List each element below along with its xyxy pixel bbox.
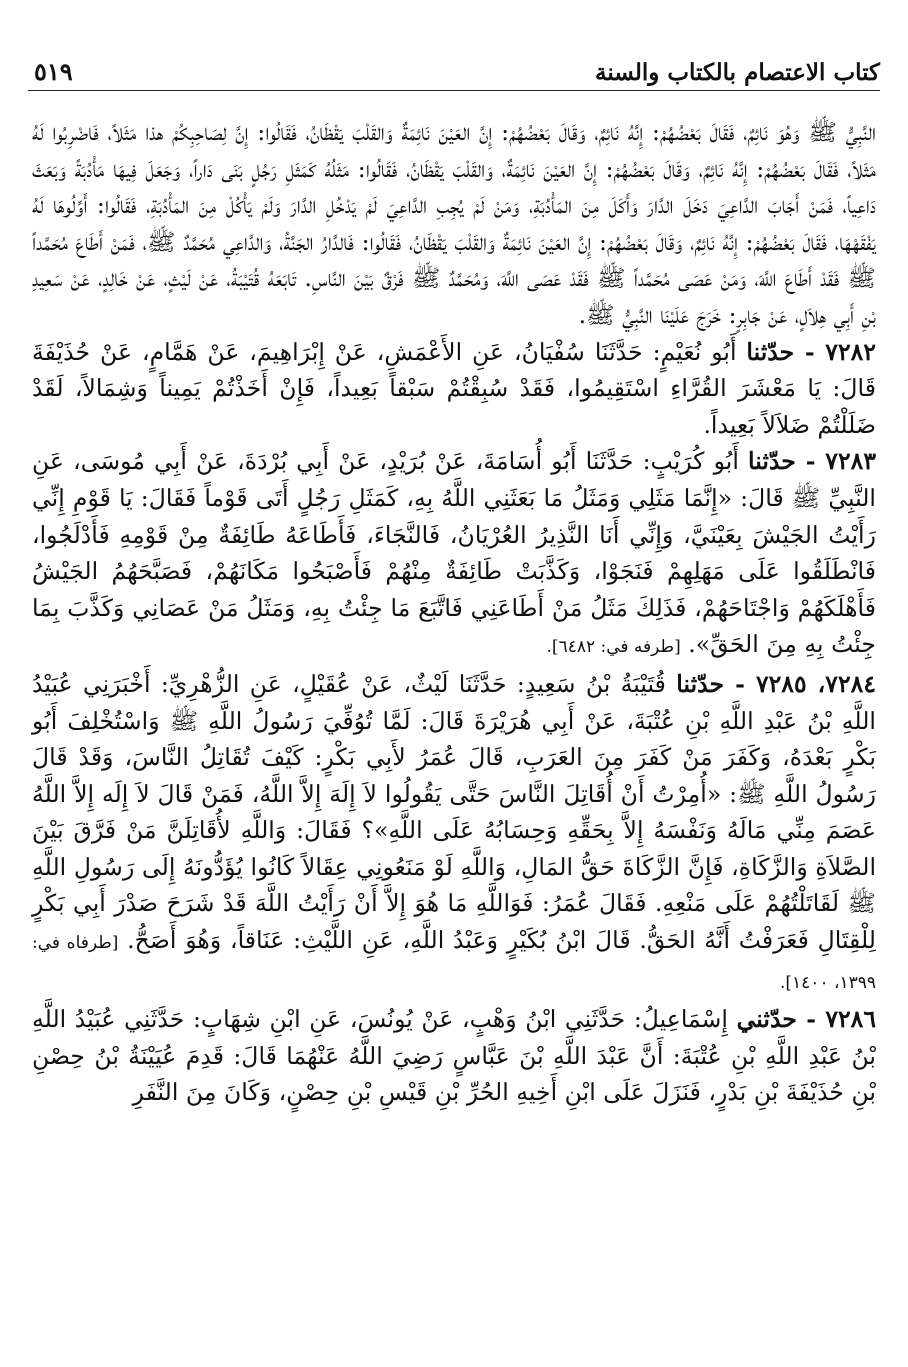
hadith-number: ٧٢٨٦ - حدّثني (736, 1005, 877, 1034)
cross-reference-note: [طرفاه في: ١٣٩٩، ١٤٠٠]. (32, 933, 876, 993)
hadith-number: ٧٢٨٢ - حدّثنا (746, 337, 876, 366)
hadith-paragraph (32, 114, 876, 334)
book-title: كتاب الاعتصام بالكتاب والسنة (595, 59, 880, 86)
hadith-text (32, 114, 876, 1347)
hadith-number: ٧٢٨٤، ٧٢٨٥ - حدّثنا (676, 669, 876, 698)
paragraph-text: قُتَيْبَةُ بْنُ سَعِيدٍ: حَدَّثَنَا لَيْثٌ، عَنْ عُقَيْلٍ، عَنِ الزُّهْرِيِّ: أَخْبَرَنِي عُبَيْدُ اللَّهِ بْنُ عَبْدِ اللَّهِ بْنِ عُتْبَةَ، عَنْ أَبِي هُرَيْرَةَ قَالَ: لَمَّا تُوُفِّيَ رَسُولُ اللَّهِ ﷺ وَاسْتُخْلِفَ أَبُو بَكْرٍ بَعْدَهُ، وَكَفَرَ مَنْ كَفَرَ مِنَ العَرَبِ، قَالَ عُمَرُ لأَبِي بَكْرٍ: كَيْفَ تُقَاتِلُ النَّاسَ، وَقَدْ قَالَ رَسُولُ اللَّهِ ﷺ: «أُمِرْتُ أَنْ أُقَاتِلَ النَّاسَ حَتَّى يَقُولُوا لاَ إِلَهَ إِلاَّ اللَّهُ، فَمَنْ قَالَ لاَ إِلَه إِلاَّ اللَّهُ عَصَمَ مِنِّي مَالَهُ وَنَفْسَهُ إِلاَّ بِحَقِّهِ وَحِسَابُهُ عَلَى اللَّهِ»؟ فَقَالَ: وَاللَّهِ لأُقَاتِلَنَّ مَنْ فَرَّقَ بَيْنَ الصَّلاَةِ وَالزَّكَاةِ، فَإِنَّ الزَّكَاةَ حَقُّ المَالِ، وَاللَّهِ لَوْ مَنَعُونِي عِقَالاً كَانُوا يُؤَدُّونَهُ إِلَى رَسُولِ اللَّهِ ﷺ لَقَاتَلْتُهُمْ عَلَى مَنْعِهِ. فَقَالَ عُمَرُ: فَوَاللَّهِ مَا هُوَ إِلاَّ أَنْ رَأَيْتُ اللَّهَ قَدْ شَرَحَ صَدْرَ أَبِي بَكْرٍ لِلْقِتَالِ فَعَرَفْتُ أَنَّهُ الحَقُّ. قَالَ ابْنُ بُكَيْرٍ وَعَبْدُ اللَّهِ، عَنِ اللَّيْثِ: عَنَاقاً، وَهُوَ أَصَحُّ. (32, 669, 876, 955)
hadith-paragraph (32, 443, 876, 666)
paragraph-text: أَبُو نُعَيْمٍ: حَدَّثَنَا سُفْيَانُ، عَنِ الأَعْمَشِ، عَنْ إِبْرَاهِيمَ، عَنْ هَمَّامٍ، عَنْ حُذَيْفَةَ قَالَ: يَا مَعْشَرَ القُرَّاءِ اسْتَقِيمُوا، فَقَدْ سُبِقْتُمْ سَبْقاً بَعِيداً، فَإِنْ أَخَذْتُمْ يَمِيناً وَشِمَالاً، لَقَدْ ضَلَلْتُمْ ضَلاَلاً بَعِيداً. (32, 337, 876, 439)
paragraph-text: أَبُو كُرَيْبٍ: حَدَّثَنَا أَبُو أُسَامَةَ، عَنْ بُرَيْدٍ، عَنْ أَبِي بُرْدَةَ، عَنْ أَبِي مُوسَى، عَنِ النَّبِيِّ ﷺ قَالَ: «إِنَّمَا مَثَلِي وَمَثَلُ مَا بَعَثَنِي اللَّهُ بِهِ، كَمَثَلِ رَجُلٍ أَتَى قَوْماً فَقَالَ: يَا قَوْمِ إِنِّي رَأَيْتُ الجَيْشَ بِعَيْنَيَّ، وَإِنِّي أَنَا النَّذِيرُ العُرْيَانُ، فَالنَّجَاءَ، فَأَطَاعَهُ طَائِفَةٌ مِنْ قَوْمِهِ فَأَدْلَجُوا، فَانْطَلَقُوا عَلَى مَهَلِهِمْ فَنَجَوْا، وَكَذَّبَتْ طَائِفَةٌ مِنْهُمْ فَأَصْبَحُوا مَكَانَهُمْ، فَصَبَّحَهُمُ الجَيْشُ فَأَهْلَكَهُمْ وَاجْتَاحَهُمْ، فَذَلِكَ مَثَلُ مَنْ أَطَاعَنِي فَاتَّبَعَ مَا جِئْتُ بِهِ، وَمَثَلُ مَنْ عَصَانِي وَكَذَّبَ بِمَا جِئْتُ بِهِ مِنَ الحَقِّ». (32, 447, 876, 659)
hadith-paragraph (32, 1001, 876, 1111)
cross-reference-note: [طرفه في: ٦٤٨٢]. (546, 637, 681, 658)
paragraph-text: إِسْمَاعِيلُ: حَدَّثَنِي ابْنُ وَهْبٍ، عَنْ يُونُسَ، عَنِ ابْنِ شِهَابٍ: حَدَّثَنِي عُبَيْدُ اللَّهِ بْنُ عَبْدِ اللَّهِ بْنِ عُتْبَةَ: أَنَّ عَبْدَ اللَّهِ بْنَ عَبَّاسٍ رَضِيَ اللَّهُ عَنْهُمَا قَالَ: قَدِمَ عُيَيْنَةُ بْنُ حِصْنِ بْنِ حُذَيْفَةَ بْنِ بَدْرٍ، فَنَزَلَ عَلَى ابْنِ أَخِيهِ الحُرِّ بْنِ قَيْسِ بْنِ حِصْنٍ، وَكَانَ مِنَ النَّفَرِ (32, 1005, 876, 1107)
hadith-number: ٧٢٨٣ - حدّثنا (748, 447, 876, 476)
hadith-paragraph (32, 666, 876, 1001)
paragraph-text: النَّبِيُّ ﷺ وَهُوَ نَائِمٌ، فَقَالَ بَعْضُهُمْ: إِنَّهُ نَائِمٌ، وَقَالَ بَعْضُهُمْ: إِنَّ العَيْنَ نَائِمَةٌ وَالقَلْبَ يَقْظَانُ، فَقَالُوا: إِنَّ لِصَاحِبِكُمْ هذا مَثَلاً، فَاضْرِبُوا لَهُ مَثَلاً، فَقَالَ بَعْضُهُمْ: إِنَّهُ نَائِمٌ، وَقَالَ بَعْضُهُمْ: إِنَّ العَيْنَ نَائِمَةٌ، وَالقَلْبَ يَقْظَانُ، فَقَالُوا: مَثَلُهُ كَمَثَلِ رَجُلٍ بَنَى دَاراً، وَجَعَلَ فِيهَا مَأْدُبَةً وَبَعَثَ دَاعِياً، فَمَنْ أَجَابَ الدَّاعِيَ دَخَلَ الدَّارَ وَأَكَلَ مِنَ المَأْدُبَةِ، وَمَنْ لَمْ يُجِبِ الدَّاعِيَ لَمْ يَدْخُلِ الدَّارَ وَلَمْ يَأْكُلْ مِنَ المَأْدُبَةِ، فَقَالُوا: أَوِّلُوهَا لَهُ يَفْقَهْهَا، فَقَالَ بَعْضُهُمْ: إِنَّهُ نَائِمٌ، وَقَالَ بَعْضُهُمْ: إِنَّ العَيْنَ نَائِمَةٌ وَالقَلْبَ يَقْظَانُ، فَقَالُوا: فَالدَّارُ الجَنَّةُ، وَالدَّاعِي مُحَمَّدٌ ﷺ، فَمَنْ أَطَاعَ مُحَمَّداً ﷺ فَقَدْ أَطَاعَ اللَّهَ، وَمَنْ عَصَى مُحَمَّداً ﷺ فَقَدْ عَصَى اللَّهَ، وَمُحَمَّدٌ ﷺ فَرْقٌ بَيْنَ النَّاسِ. تَابَعَهُ قُتَيْبَةُ، عَنْ لَيْثٍ، عَنْ خَالِدٍ، عَنْ سَعِيدِ بْنِ أَبِي هِلاَلٍ، عَنْ جَابِرٍ: خَرَجَ عَلَيْنَا النَّبِيُّ ﷺ. (32, 118, 876, 329)
page-number: ٥١٩ (34, 57, 73, 86)
page-header (28, 52, 880, 91)
hadith-paragraph (32, 334, 876, 444)
